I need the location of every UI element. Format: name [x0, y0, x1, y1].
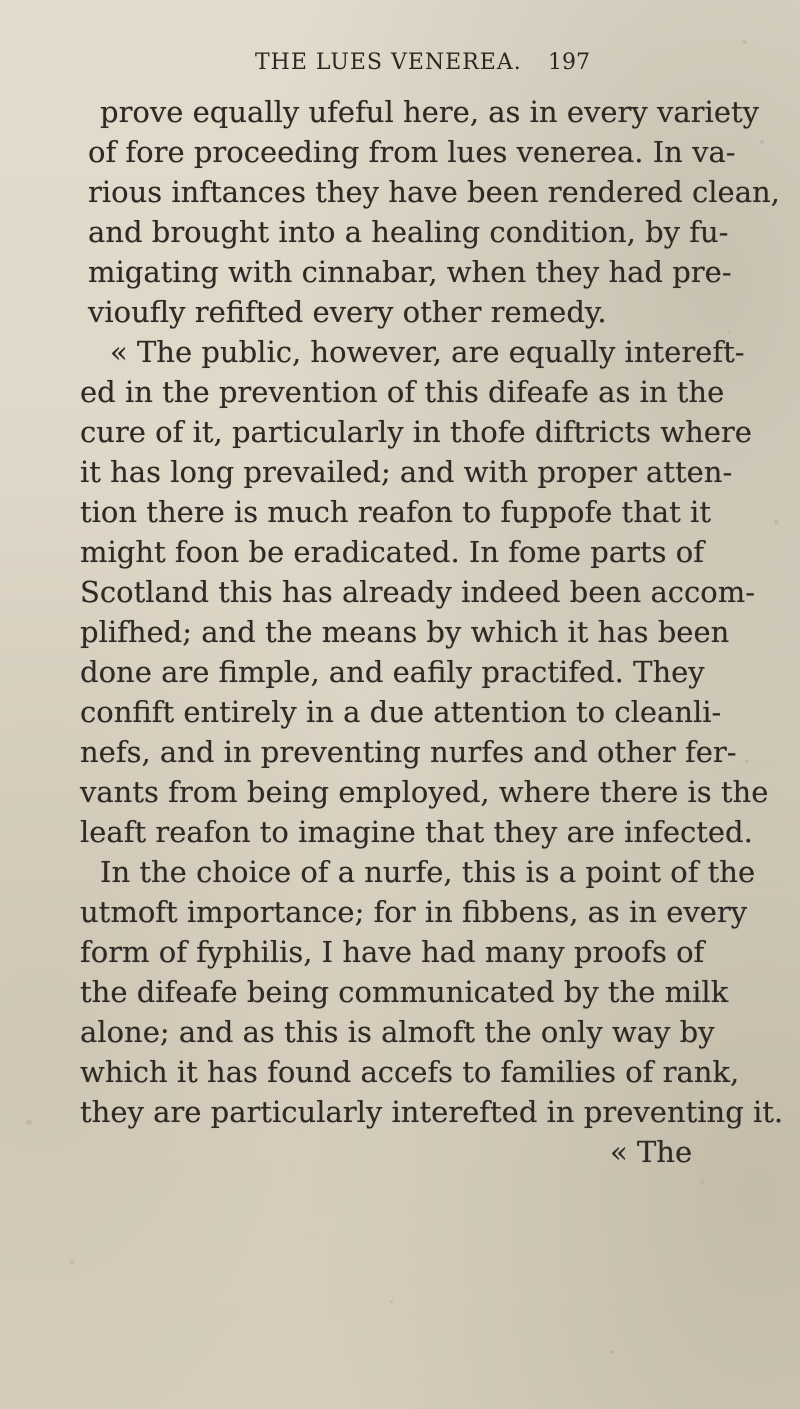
paper-speckle — [774, 520, 779, 525]
text-line: nefs, and in preventing nurfes and other fer- — [80, 735, 737, 769]
paper-speckle — [26, 1120, 32, 1125]
text-line: vants from being employed, where there is the — [80, 775, 769, 809]
paper-speckle — [390, 1300, 393, 1303]
paper-speckle — [700, 1180, 704, 1184]
text-line: confift entirely in a due attention to cleanli- — [80, 695, 722, 729]
text-line: and brought into a healing condition, by fu- — [88, 215, 729, 249]
text-line: tion there is much reafon to fuppofe that it — [80, 495, 711, 529]
text-line: the difeafe being communicated by the milk — [80, 975, 729, 1009]
text-line: alone; and as this is almoft the only way by — [80, 1015, 715, 1049]
text-line: cure of it, particularly in thofe diftricts where — [80, 415, 752, 449]
text-line: rious inftances they have been rendered clean, — [88, 175, 780, 209]
paper-speckle — [70, 1260, 74, 1264]
text-line: plifhed; and the means by which it has been — [80, 615, 730, 649]
text-line: vioufly refifted every other remedy. — [88, 295, 607, 329]
text-line: Scotland this has already indeed been accom- — [80, 575, 756, 609]
text-line: which it has found accefs to families of rank, — [80, 1055, 740, 1089]
text-line: prove equally ufeful here, as in every variety — [100, 95, 760, 129]
text-line: they are particularly interefted in preventing it. — [80, 1095, 784, 1129]
text-line: of fore proceeding from lues venerea. In va- — [88, 135, 736, 169]
text-line: In the choice of a nurfe, this is a point of the — [100, 855, 756, 889]
text-line: « The public, however, are equally intereft- — [110, 335, 745, 369]
text-line: migating with cinnabar, when they had pre- — [88, 255, 732, 289]
running-header — [0, 50, 800, 90]
text-line: form of fyphilis, I have had many proofs of — [80, 935, 705, 969]
text-line: done are fimple, and eafily practifed. They — [80, 655, 705, 689]
text-line: utmoft importance; for in fibbens, as in every — [80, 895, 748, 929]
paper-speckle — [610, 1350, 615, 1354]
text-line: ed in the prevention of this difeafe as in the — [80, 375, 725, 409]
text-line: might foon be eradicated. In fome parts of — [80, 535, 704, 569]
text-line: leaft reafon to imagine that they are infected. — [80, 815, 753, 849]
text-line: it has long prevailed; and with proper atten- — [80, 455, 733, 489]
catchword: « The — [610, 1135, 693, 1169]
paper-speckle — [742, 40, 747, 44]
page-number: 197 — [548, 50, 590, 75]
paper-speckle — [760, 140, 764, 144]
paper-speckle — [745, 760, 749, 763]
running-title: THE LUES VENEREA. — [255, 50, 522, 75]
